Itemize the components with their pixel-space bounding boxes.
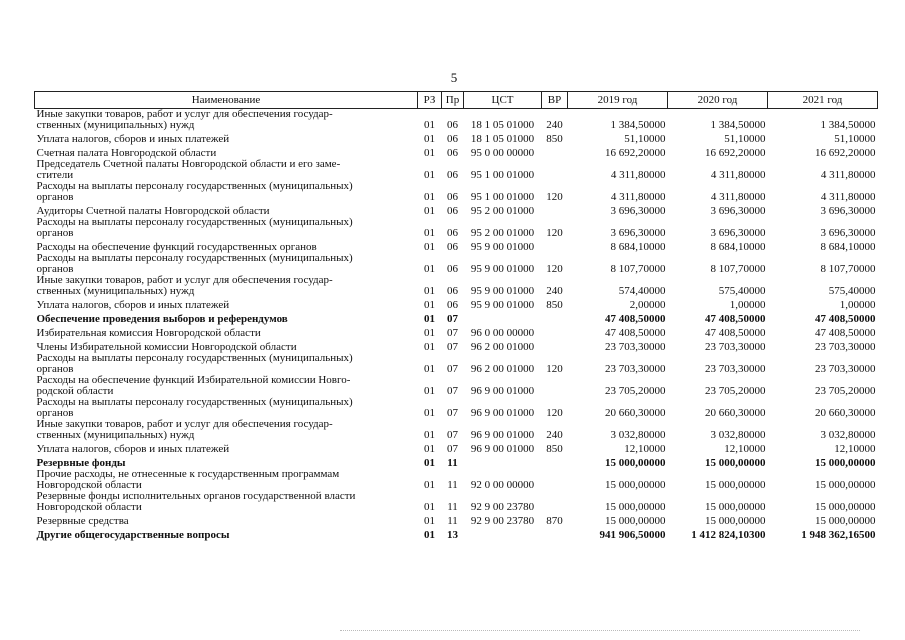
row-2020: 47 408,50000 xyxy=(705,313,766,325)
row-vr xyxy=(542,311,568,325)
row-cst xyxy=(464,527,542,541)
row-vr xyxy=(542,455,568,469)
row-cst: 96 9 00 01000 xyxy=(470,407,535,419)
row-name: Другие общегосударственные вопросы xyxy=(36,529,230,541)
row-pr: 07 xyxy=(447,407,458,419)
row-2020: 3 696,30000 xyxy=(710,227,766,239)
row-2019: 4 311,80000 xyxy=(610,169,666,181)
table-row xyxy=(35,253,878,275)
row-vr: 870 xyxy=(546,515,563,527)
table-row xyxy=(35,217,878,239)
header-cst: ЦСТ xyxy=(464,92,542,109)
row-2020: 51,10000 xyxy=(724,133,766,145)
row-vr: 120 xyxy=(546,227,563,239)
row-rz: 01 xyxy=(424,263,435,275)
row-cst: 95 9 00 01000 xyxy=(470,299,535,311)
row-2019: 3 696,30000 xyxy=(610,205,666,217)
header-rz: РЗ xyxy=(418,92,442,109)
row-rz: 01 xyxy=(424,313,435,325)
row-2020: 8 684,10000 xyxy=(710,241,766,253)
row-name: Уплата налогов, сборов и иных платежей xyxy=(36,443,230,455)
table-row xyxy=(35,239,878,253)
row-cst: 96 9 00 01000 xyxy=(470,429,535,441)
row-2019: 4 311,80000 xyxy=(610,191,666,203)
row-rz: 01 xyxy=(424,133,435,145)
row-pr: 06 xyxy=(447,147,458,159)
row-pr: 06 xyxy=(447,299,458,311)
row-2021: 4 311,80000 xyxy=(820,191,876,203)
row-2021: 3 696,30000 xyxy=(820,227,876,239)
header-vr: ВР xyxy=(542,92,568,109)
table-row xyxy=(35,513,878,527)
row-2020: 1 412 824,10300 xyxy=(691,529,766,541)
table-row xyxy=(35,397,878,419)
row-vr: 240 xyxy=(546,429,563,441)
row-rz: 01 xyxy=(424,205,435,217)
table-row xyxy=(35,297,878,311)
header-2021: 2021 год xyxy=(768,92,878,109)
row-pr: 06 xyxy=(447,285,458,297)
row-2020: 3 032,80000 xyxy=(710,429,766,441)
row-cst: 95 1 00 01000 xyxy=(470,191,535,203)
row-2020: 3 696,30000 xyxy=(710,205,766,217)
row-rz: 01 xyxy=(424,515,435,527)
row-vr: 240 xyxy=(546,285,563,297)
row-rz: 01 xyxy=(424,457,435,469)
row-2019: 8 107,70000 xyxy=(610,263,666,275)
row-name: Иные закупки товаров, работ и услуг для обеспечения государ- ственных (муниципальных) нужд xyxy=(36,274,333,297)
row-rz: 01 xyxy=(424,285,435,297)
row-name: Расходы на выплаты персоналу государственных (муниципальных) органов xyxy=(36,252,353,275)
row-pr: 07 xyxy=(447,363,458,375)
row-2021: 47 408,50000 xyxy=(815,313,876,325)
row-cst: 95 9 00 01000 xyxy=(470,241,535,253)
row-vr: 850 xyxy=(546,299,563,311)
row-2019: 15 000,00000 xyxy=(605,501,666,513)
table-row xyxy=(35,109,878,132)
row-2020: 12,10000 xyxy=(724,443,766,455)
row-2021: 3 696,30000 xyxy=(820,205,876,217)
row-pr: 07 xyxy=(447,313,458,325)
row-pr: 07 xyxy=(447,385,458,397)
row-cst: 95 9 00 01000 xyxy=(470,285,535,297)
row-name: Резервные средства xyxy=(36,515,129,527)
table-row xyxy=(35,419,878,441)
row-rz: 01 xyxy=(424,169,435,181)
row-rz: 01 xyxy=(424,363,435,375)
row-2019: 15 000,00000 xyxy=(605,479,666,491)
row-rz: 01 xyxy=(424,443,435,455)
row-cst: 18 1 05 01000 xyxy=(470,133,535,145)
header-row xyxy=(35,92,878,109)
row-2020: 23 703,30000 xyxy=(705,341,766,353)
row-cst: 96 9 00 01000 xyxy=(470,443,535,455)
row-2020: 15 000,00000 xyxy=(705,501,766,513)
row-cst xyxy=(464,455,542,469)
row-2021: 15 000,00000 xyxy=(815,515,876,527)
page-number: 5 xyxy=(450,70,458,85)
row-name: Расходы на выплаты персоналу государственных (муниципальных) органов xyxy=(36,180,353,203)
row-cst: 96 9 00 01000 xyxy=(470,385,535,397)
table-row xyxy=(35,469,878,491)
row-name: Избирательная комиссия Новгородской области xyxy=(36,327,261,339)
row-vr xyxy=(542,339,568,353)
row-pr: 11 xyxy=(447,457,458,469)
table-row xyxy=(35,181,878,203)
table-row xyxy=(35,441,878,455)
row-rz: 01 xyxy=(424,147,435,159)
row-2020: 575,40000 xyxy=(718,285,766,297)
row-2019: 3 032,80000 xyxy=(610,429,666,441)
row-pr: 07 xyxy=(447,443,458,455)
table-row xyxy=(35,491,878,513)
row-cst: 95 1 00 01000 xyxy=(470,169,535,181)
row-pr: 11 xyxy=(447,501,458,513)
row-vr: 120 xyxy=(546,191,563,203)
row-pr: 06 xyxy=(447,205,458,217)
header-pr: Пр xyxy=(442,92,464,109)
row-name: Члены Избирательной комиссии Новгородской области xyxy=(36,341,297,353)
table-body xyxy=(35,109,878,542)
row-pr: 06 xyxy=(447,191,458,203)
row-2019: 51,10000 xyxy=(624,133,666,145)
table-row xyxy=(35,527,878,541)
row-name: Уплата налогов, сборов и иных платежей xyxy=(36,299,230,311)
row-pr: 06 xyxy=(447,169,458,181)
row-name: Расходы на выплаты персоналу государственных (муниципальных) органов xyxy=(36,216,353,239)
row-rz: 01 xyxy=(424,227,435,239)
row-2020: 8 107,70000 xyxy=(710,263,766,275)
row-cst: 18 1 05 01000 xyxy=(470,119,535,131)
row-2020: 23 705,20000 xyxy=(705,385,766,397)
row-2020: 20 660,30000 xyxy=(705,407,766,419)
row-vr: 850 xyxy=(546,443,563,455)
row-pr: 11 xyxy=(447,515,458,527)
row-cst: 95 2 00 01000 xyxy=(470,227,535,239)
table-row xyxy=(35,311,878,325)
row-2020: 4 311,80000 xyxy=(710,169,766,181)
row-cst: 96 2 00 01000 xyxy=(470,341,535,353)
row-2021: 51,10000 xyxy=(834,133,876,145)
header-name: Наименование xyxy=(35,92,418,109)
row-name: Председатель Счетной палаты Новгородской области и его заме- стители xyxy=(36,158,341,181)
row-rz: 01 xyxy=(424,341,435,353)
row-2020: 4 311,80000 xyxy=(710,191,766,203)
row-cst: 92 0 00 00000 xyxy=(470,479,535,491)
budget-table xyxy=(34,91,878,541)
row-rz: 01 xyxy=(424,191,435,203)
row-2019: 23 703,30000 xyxy=(605,341,666,353)
row-cst: 95 9 00 01000 xyxy=(470,263,535,275)
row-2021: 3 032,80000 xyxy=(820,429,876,441)
table-header xyxy=(35,92,878,109)
row-2021: 15 000,00000 xyxy=(815,501,876,513)
row-2019: 23 703,30000 xyxy=(605,363,666,375)
row-2019: 941 906,50000 xyxy=(599,529,666,541)
table-row xyxy=(35,145,878,159)
row-name: Обеспечение проведения выборов и референдумов xyxy=(36,313,288,325)
row-2021: 1,00000 xyxy=(839,299,876,311)
table-row xyxy=(35,455,878,469)
row-name: Расходы на обеспечение функций государственных органов xyxy=(36,241,317,253)
row-name: Резервные фонды xyxy=(36,457,126,469)
row-2019: 574,40000 xyxy=(618,285,666,297)
row-2021: 4 311,80000 xyxy=(820,169,876,181)
table-row xyxy=(35,353,878,375)
row-2019: 8 684,10000 xyxy=(610,241,666,253)
row-2021: 575,40000 xyxy=(828,285,876,297)
row-name: Расходы на выплаты персоналу государственных (муниципальных) органов xyxy=(36,352,353,375)
row-2019: 12,10000 xyxy=(624,443,666,455)
row-2019: 16 692,20000 xyxy=(605,147,666,159)
row-vr: 850 xyxy=(546,133,563,145)
row-rz: 01 xyxy=(424,429,435,441)
row-rz: 01 xyxy=(424,385,435,397)
row-vr: 240 xyxy=(546,119,563,131)
row-pr: 11 xyxy=(447,479,458,491)
row-2020: 1,00000 xyxy=(729,299,766,311)
table-row xyxy=(35,275,878,297)
row-cst: 96 2 00 01000 xyxy=(470,363,535,375)
table-row xyxy=(35,325,878,339)
row-vr xyxy=(542,375,568,397)
row-2021: 1 948 362,16500 xyxy=(801,529,876,541)
row-name: Иные закупки товаров, работ и услуг для обеспечения государ- ственных (муниципальных) нужд xyxy=(36,418,333,441)
row-name: Расходы на обеспечение функций Избирательной комиссии Новго- родской области xyxy=(36,374,351,397)
row-rz: 01 xyxy=(424,241,435,253)
row-rz: 01 xyxy=(424,119,435,131)
row-vr xyxy=(542,527,568,541)
row-2021: 8 684,10000 xyxy=(820,241,876,253)
row-rz: 01 xyxy=(424,529,435,541)
row-pr: 06 xyxy=(447,241,458,253)
row-2019: 3 696,30000 xyxy=(610,227,666,239)
row-2021: 15 000,00000 xyxy=(815,479,876,491)
row-2020: 23 703,30000 xyxy=(705,363,766,375)
row-pr: 06 xyxy=(447,133,458,145)
row-rz: 01 xyxy=(424,501,435,513)
row-rz: 01 xyxy=(424,407,435,419)
row-vr xyxy=(542,239,568,253)
row-2021: 12,10000 xyxy=(834,443,876,455)
row-2020: 47 408,50000 xyxy=(705,327,766,339)
table-row xyxy=(35,375,878,397)
row-name: Иные закупки товаров, работ и услуг для обеспечения государ- ственных (муниципальных) нужд xyxy=(36,108,333,131)
row-pr: 07 xyxy=(447,429,458,441)
row-2021: 1 384,50000 xyxy=(820,119,876,131)
row-pr: 13 xyxy=(447,529,458,541)
row-2021: 23 703,30000 xyxy=(815,363,876,375)
row-pr: 07 xyxy=(447,327,458,339)
row-2020: 16 692,20000 xyxy=(705,147,766,159)
row-cst: 92 9 00 23780 xyxy=(470,515,535,527)
table-row xyxy=(35,159,878,181)
row-2019: 15 000,00000 xyxy=(605,457,666,469)
row-cst xyxy=(464,311,542,325)
row-vr xyxy=(542,159,568,181)
row-2019: 23 705,20000 xyxy=(605,385,666,397)
header-2020: 2020 год xyxy=(668,92,768,109)
row-vr: 120 xyxy=(546,407,563,419)
row-cst: 95 2 00 01000 xyxy=(470,205,535,217)
row-vr xyxy=(542,145,568,159)
row-name: Аудиторы Счетной палаты Новгородской области xyxy=(36,205,270,217)
row-cst: 96 0 00 00000 xyxy=(470,327,535,339)
row-vr: 120 xyxy=(546,363,563,375)
row-2019: 1 384,50000 xyxy=(610,119,666,131)
header-2019: 2019 год xyxy=(568,92,668,109)
row-2019: 2,00000 xyxy=(629,299,666,311)
row-rz: 01 xyxy=(424,299,435,311)
row-name: Прочие расходы, не отнесенные к государственным программам Новгородской области xyxy=(36,468,340,491)
row-2020: 15 000,00000 xyxy=(705,515,766,527)
row-2021: 15 000,00000 xyxy=(815,457,876,469)
row-rz: 01 xyxy=(424,327,435,339)
row-2021: 16 692,20000 xyxy=(815,147,876,159)
table-row xyxy=(35,131,878,145)
row-pr: 06 xyxy=(447,227,458,239)
row-cst: 92 9 00 23780 xyxy=(470,501,535,513)
row-2021: 8 107,70000 xyxy=(820,263,876,275)
row-name: Резервные фонды исполнительных органов государственной власти Новгородской области xyxy=(36,490,356,513)
row-2020: 15 000,00000 xyxy=(705,479,766,491)
row-2019: 47 408,50000 xyxy=(605,327,666,339)
table-row xyxy=(35,203,878,217)
row-2021: 23 705,20000 xyxy=(815,385,876,397)
table-row xyxy=(35,339,878,353)
row-2020: 1 384,50000 xyxy=(710,119,766,131)
row-2019: 20 660,30000 xyxy=(605,407,666,419)
row-pr: 07 xyxy=(447,341,458,353)
row-vr xyxy=(542,325,568,339)
row-vr xyxy=(542,491,568,513)
row-rz: 01 xyxy=(424,479,435,491)
row-2021: 20 660,30000 xyxy=(815,407,876,419)
row-pr: 06 xyxy=(447,263,458,275)
row-2019: 47 408,50000 xyxy=(605,313,666,325)
row-2020: 15 000,00000 xyxy=(705,457,766,469)
row-name: Счетная палата Новгородской области xyxy=(36,147,217,159)
row-vr xyxy=(542,203,568,217)
row-2021: 47 408,50000 xyxy=(815,327,876,339)
row-2021: 23 703,30000 xyxy=(815,341,876,353)
row-cst: 95 0 00 00000 xyxy=(470,147,535,159)
row-pr: 06 xyxy=(447,119,458,131)
row-2019: 15 000,00000 xyxy=(605,515,666,527)
row-vr: 120 xyxy=(546,263,563,275)
row-name: Расходы на выплаты персоналу государственных (муниципальных) органов xyxy=(36,396,353,419)
row-vr xyxy=(542,469,568,491)
scan-artifact-line xyxy=(340,630,860,632)
row-name: Уплата налогов, сборов и иных платежей xyxy=(36,133,230,145)
